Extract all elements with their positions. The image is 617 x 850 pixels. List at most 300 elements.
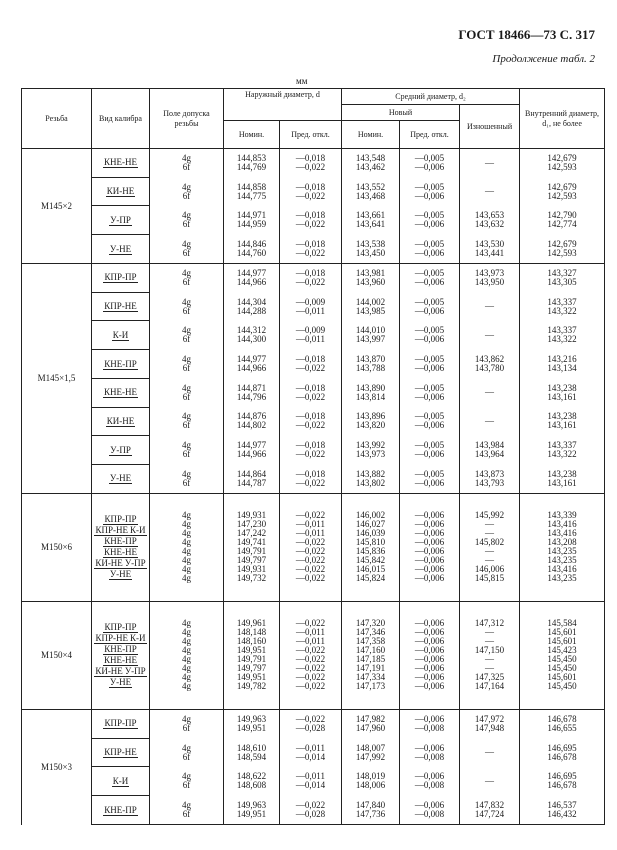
tolerance-field-value: 6f	[182, 162, 191, 173]
table-body	[22, 149, 605, 825]
outer-nominal-value: 144,959	[236, 219, 267, 230]
inner-diameter-value: 142,593	[547, 247, 577, 258]
mean-nominal-value: 143,802	[355, 477, 386, 488]
tolerance-field-value: 4g	[182, 468, 191, 479]
outer-deviation	[280, 738, 342, 767]
mean-deviation-value: —0,006	[414, 247, 445, 258]
worn-value-value: 147,325	[474, 672, 505, 683]
thread-designation: М150×6	[22, 493, 92, 601]
worn-value-value: —	[485, 636, 495, 647]
gauge-kind-value: У-ПР	[124, 666, 146, 677]
inner-diameter-value: 143,305	[547, 277, 577, 288]
mean-deviation	[400, 709, 460, 738]
worn-value-value: 143,632	[474, 219, 505, 230]
mean-nominal-value: 143,992	[355, 440, 386, 451]
worn-value-value: 146,006	[474, 564, 505, 575]
tolerance-field-value: 6f	[182, 219, 191, 230]
inner-diameter-value: 146,432	[547, 808, 577, 819]
tolerance-field-value: 4g	[182, 742, 191, 753]
tolerance-field-value: 6f	[182, 391, 191, 402]
outer-deviation-value: —0,018	[295, 468, 326, 479]
worn-value-value: 143,984	[474, 440, 505, 451]
mean-nominal	[342, 149, 400, 178]
worn-value-value: —	[485, 301, 495, 312]
gauge-kind-value: КИ-НЕ	[95, 666, 123, 677]
inner-diameter-value: 143,322	[547, 305, 577, 316]
outer-deviation-value: —0,022	[295, 162, 326, 173]
mean-deviation	[400, 177, 460, 206]
inner-diameter-value: 143,337	[547, 325, 577, 336]
mean-nominal	[342, 292, 400, 321]
mean-nominal-value: 143,538	[355, 238, 386, 249]
outer-deviation-value: —0,022	[295, 449, 326, 460]
outer-deviation	[280, 601, 342, 709]
mean-deviation-value: —0,005	[414, 468, 445, 479]
inner-diameter-value: 143,337	[547, 440, 577, 451]
tolerance-field-value: 4g	[182, 210, 191, 221]
mean-deviation-value: —0,005	[414, 440, 445, 451]
worn-value	[460, 767, 520, 796]
worn-value-value: 147,724	[474, 808, 505, 819]
col-mean-nominal: Номин.	[342, 121, 400, 149]
outer-nominal-value: 144,853	[236, 153, 267, 164]
mean-deviation	[400, 292, 460, 321]
outer-deviation-value: —0,011	[296, 528, 325, 539]
inner-diameter-value: 143,416	[547, 519, 577, 530]
mean-deviation-value: —0,006	[414, 305, 445, 316]
mean-nominal-value: 147,191	[355, 663, 386, 674]
inner-diameter	[520, 235, 605, 264]
outer-deviation-value: —0,018	[295, 238, 326, 249]
worn-value-value: 143,964	[474, 449, 505, 460]
tolerance-field-value: 6f	[182, 420, 191, 431]
gauge-kind	[92, 149, 150, 178]
thread-designation: М150×3	[22, 709, 92, 824]
outer-nominal	[224, 177, 280, 206]
col-gauge-kind: Вид калибра	[92, 89, 150, 149]
mean-deviation-value: —0,006	[414, 162, 445, 173]
mean-deviation	[400, 407, 460, 436]
mean-nominal-value: 147,736	[355, 808, 386, 819]
worn-value-value: 143,441	[474, 247, 505, 258]
table-row	[22, 493, 605, 601]
tolerance-field-value: 4g	[182, 555, 191, 566]
outer-deviation-value: —0,011	[296, 627, 325, 638]
outer-nominal	[224, 601, 280, 709]
tolerance-field-value: 6f	[182, 277, 191, 288]
tolerance-field-value: 4g	[182, 645, 191, 656]
worn-value	[460, 235, 520, 264]
inner-diameter	[520, 263, 605, 292]
table-row	[22, 709, 605, 738]
gauge-kind	[92, 738, 150, 767]
tolerance-field-value: 4g	[182, 573, 191, 584]
gauge-kind-value: КНЕ-НЕ	[104, 655, 137, 666]
outer-deviation-value: —0,018	[295, 440, 326, 451]
outer-deviation-value: —0,011	[296, 742, 325, 753]
outer-deviation	[280, 407, 342, 436]
outer-deviation	[280, 709, 342, 738]
outer-nominal-value: 144,966	[236, 363, 267, 373]
outer-deviation-value: —0,018	[295, 354, 326, 364]
outer-deviation	[280, 177, 342, 206]
outer-nominal-value: 144,760	[236, 247, 267, 258]
inner-diameter-value: 143,161	[547, 391, 577, 402]
outer-deviation	[280, 436, 342, 465]
page-header-title: ГОСТ 18466—73 С. 317	[458, 27, 595, 42]
table-row	[22, 263, 605, 292]
mean-deviation-value: —0,006	[414, 528, 445, 539]
mean-nominal-value: 143,973	[355, 449, 386, 460]
gauge-kind-label: КПР-ПР	[104, 718, 137, 729]
mean-nominal-value: 147,358	[355, 636, 386, 647]
mean-nominal-value: 145,824	[355, 573, 386, 584]
inner-diameter-value: 145,423	[547, 645, 577, 656]
mean-deviation-value: —0,006	[414, 190, 445, 201]
mean-deviation	[400, 465, 460, 494]
outer-nominal	[224, 149, 280, 178]
worn-value-value: 143,793	[474, 477, 505, 488]
mean-nominal-value: 143,997	[355, 334, 386, 345]
mean-nominal-value: 146,015	[355, 564, 386, 575]
worn-value-value: —	[485, 387, 495, 398]
gauge-kind	[92, 407, 150, 436]
outer-nominal-value: 144,300	[236, 334, 267, 345]
gauge-kind-value: К-И	[130, 633, 146, 644]
outer-nominal-value: 149,791	[236, 546, 267, 557]
outer-nominal-value: 144,871	[236, 382, 267, 393]
outer-deviation	[280, 206, 342, 235]
mean-nominal-value: 147,960	[355, 723, 386, 734]
outer-nominal-value: 149,951	[236, 723, 267, 734]
table-row	[22, 796, 605, 825]
outer-deviation-value: —0,022	[295, 190, 326, 201]
inner-diameter-value: 145,601	[547, 672, 577, 683]
gauge-kind	[92, 493, 150, 601]
worn-value	[460, 709, 520, 738]
inner-diameter-value: 142,679	[547, 238, 577, 249]
worn-value	[460, 149, 520, 178]
tolerance-field	[150, 601, 224, 709]
worn-value-value: 147,832	[474, 799, 505, 810]
col-thread: Резьба	[22, 89, 92, 149]
mean-nominal	[342, 767, 400, 796]
outer-deviation	[280, 796, 342, 825]
inner-diameter-value: 143,134	[547, 363, 577, 373]
inner-diameter-value: 143,322	[547, 334, 577, 345]
inner-diameter-value: 143,161	[547, 420, 577, 431]
mean-nominal-value: 146,039	[355, 528, 386, 539]
mean-nominal	[342, 601, 400, 709]
inner-diameter-value: 142,593	[547, 162, 577, 173]
outer-nominal-value: 149,961	[236, 618, 267, 629]
outer-nominal-value: 144,312	[236, 325, 267, 336]
outer-deviation-value: —0,028	[295, 808, 326, 819]
thread-gauge-table	[21, 88, 605, 825]
tolerance-field-value: 6f	[182, 477, 191, 488]
outer-deviation	[280, 465, 342, 494]
worn-value-value: —	[485, 519, 495, 530]
outer-deviation	[280, 493, 342, 601]
mean-nominal-value: 143,468	[355, 190, 386, 201]
inner-diameter	[520, 149, 605, 178]
outer-nominal-value: 149,791	[236, 654, 267, 665]
inner-diameter	[520, 493, 605, 601]
worn-value	[460, 321, 520, 350]
worn-value-value: 143,780	[474, 363, 505, 373]
mean-deviation-value: —0,006	[414, 618, 445, 629]
outer-nominal-value: 148,148	[236, 627, 267, 638]
gauge-kind-label: КНЕ-НЕ	[104, 387, 137, 398]
tolerance-field-value: 4g	[182, 325, 191, 336]
mean-deviation-value: —0,005	[414, 411, 445, 422]
tolerance-field-value: 6f	[182, 808, 191, 819]
mean-deviation-value: —0,006	[414, 363, 445, 373]
mean-deviation-value: —0,006	[414, 771, 445, 782]
outer-nominal-value: 144,966	[236, 277, 267, 288]
mean-nominal-value: 143,814	[355, 391, 386, 402]
worn-value	[460, 738, 520, 767]
mean-nominal-value: 147,346	[355, 627, 386, 638]
tolerance-field-value: 6f	[182, 780, 191, 791]
outer-deviation-value: —0,028	[295, 723, 326, 734]
mean-nominal-value: 147,982	[355, 714, 386, 725]
gauge-kind	[92, 465, 150, 494]
mean-deviation-value: —0,006	[414, 663, 445, 674]
outer-deviation-value: —0,018	[295, 210, 326, 221]
tolerance-field-value: 4g	[182, 238, 191, 249]
worn-value-value: 143,873	[474, 468, 505, 479]
col-tolerance: Поле допуска резьбы	[150, 89, 224, 149]
worn-value	[460, 796, 520, 825]
tolerance-field-value: 4g	[182, 618, 191, 629]
inner-diameter	[520, 350, 605, 379]
mean-nominal-value: 147,160	[355, 645, 386, 656]
mean-nominal-value: 147,840	[355, 799, 386, 810]
mean-nominal	[342, 263, 400, 292]
inner-diameter-value: 142,679	[547, 181, 577, 192]
mean-deviation-value: —0,008	[414, 723, 445, 734]
outer-nominal	[224, 206, 280, 235]
worn-value-value: —	[485, 546, 495, 557]
tolerance-field	[150, 767, 224, 796]
tolerance-field	[150, 378, 224, 407]
mean-deviation-value: —0,006	[414, 219, 445, 230]
outer-nominal	[224, 767, 280, 796]
unit-label: мм	[296, 76, 308, 86]
outer-nominal	[224, 436, 280, 465]
worn-value-value: —	[485, 186, 495, 197]
worn-value-value: —	[485, 627, 495, 638]
outer-deviation-value: —0,022	[295, 714, 326, 725]
inner-diameter-value: 142,679	[547, 153, 577, 164]
inner-diameter	[520, 796, 605, 825]
gauge-kind-label: КНЕ-НЕ	[104, 157, 137, 168]
mean-nominal-value: 146,027	[355, 519, 386, 530]
inner-diameter-value: 143,337	[547, 296, 577, 307]
outer-deviation-value: —0,022	[295, 663, 326, 674]
mean-deviation-value: —0,005	[414, 268, 445, 279]
table-row	[22, 465, 605, 494]
outer-deviation-value: —0,022	[295, 654, 326, 665]
mean-nominal	[342, 206, 400, 235]
gauge-kind-value: КПР-НЕ	[95, 525, 128, 536]
tolerance-field-value: 4g	[182, 268, 191, 279]
gauge-kind-label: У-ПР	[110, 214, 131, 225]
worn-value-value: 143,653	[474, 210, 505, 221]
outer-deviation-value: —0,022	[295, 555, 326, 566]
table-row	[22, 407, 605, 436]
mean-nominal-value: 144,010	[355, 325, 386, 336]
table-row	[22, 235, 605, 264]
inner-diameter	[520, 601, 605, 709]
tolerance-field-value: 4g	[182, 672, 191, 683]
outer-deviation	[280, 378, 342, 407]
mean-nominal-value: 148,006	[355, 780, 386, 791]
gauge-kind	[92, 321, 150, 350]
inner-diameter-value: 142,774	[547, 219, 577, 230]
outer-deviation-value: —0,022	[295, 277, 326, 288]
inner-diameter-value: 145,450	[547, 663, 577, 674]
inner-diameter	[520, 436, 605, 465]
tolerance-field-value: 4g	[182, 546, 191, 557]
gauge-kind-label: У-ПР	[110, 444, 131, 455]
outer-deviation	[280, 149, 342, 178]
outer-nominal-value: 144,769	[236, 162, 267, 173]
outer-nominal-value: 144,802	[236, 420, 267, 431]
gauge-kind-label: У-НЕ	[109, 243, 132, 254]
outer-deviation-value: —0,022	[295, 391, 326, 402]
gauge-kind-value: КПР-НЕ	[95, 633, 128, 644]
worn-value-value: 143,530	[474, 238, 505, 249]
gauge-kind	[92, 796, 150, 825]
outer-deviation-value: —0,022	[295, 363, 326, 373]
mean-nominal-value: 143,641	[355, 219, 386, 230]
outer-nominal-value: 149,931	[236, 564, 267, 575]
worn-value-value: —	[485, 663, 495, 674]
mean-nominal-value: 143,882	[355, 468, 386, 479]
mean-nominal	[342, 321, 400, 350]
tolerance-field-value: 4g	[182, 528, 191, 539]
mean-deviation-value: —0,006	[414, 627, 445, 638]
inner-diameter-value: 142,790	[547, 210, 577, 221]
mean-deviation	[400, 235, 460, 264]
tolerance-field-value: 4g	[182, 537, 191, 548]
worn-value-value: —	[485, 415, 495, 426]
mean-deviation-value: —0,008	[414, 808, 445, 819]
gauge-kind	[92, 601, 150, 709]
outer-nominal-value: 149,797	[236, 663, 267, 674]
tolerance-field	[150, 796, 224, 825]
gauge-kind-value: КНЕ-ПР	[104, 536, 137, 547]
outer-deviation-value: —0,011	[296, 334, 325, 345]
tolerance-field-value: 4g	[182, 519, 191, 530]
inner-diameter	[520, 177, 605, 206]
mean-nominal-value: 143,960	[355, 277, 386, 288]
tolerance-field-value: 6f	[182, 247, 191, 258]
gauge-kind-value: У-НЕ	[109, 677, 132, 688]
mean-nominal-value: 148,019	[355, 771, 386, 782]
gauge-kind	[92, 235, 150, 264]
gauge-kind-value: КПР-ПР	[104, 514, 137, 525]
outer-deviation-value: —0,022	[295, 546, 326, 557]
mean-nominal	[342, 738, 400, 767]
mean-deviation-value: —0,006	[414, 449, 445, 460]
gauge-kind-label: КНЕ-ПР	[104, 804, 137, 815]
tolerance-field-value: 4g	[182, 181, 191, 192]
thread-designation: М145×1,5	[22, 263, 92, 493]
worn-value-value: 145,802	[474, 537, 505, 548]
worn-value-value: 147,312	[474, 618, 505, 629]
table-row	[22, 206, 605, 235]
mean-deviation-value: —0,006	[414, 510, 445, 521]
gauge-kind	[92, 177, 150, 206]
tolerance-field-value: 4g	[182, 411, 191, 422]
gauge-kind	[92, 709, 150, 738]
table-row	[22, 177, 605, 206]
worn-value	[460, 436, 520, 465]
tolerance-field-value: 4g	[182, 564, 191, 575]
worn-value	[460, 407, 520, 436]
tolerance-field-value: 4g	[182, 296, 191, 307]
tolerance-field-value: 4g	[182, 510, 191, 521]
gauge-kind-value: КИ-НЕ	[95, 558, 123, 569]
inner-diameter	[520, 407, 605, 436]
gauge-kind-value: К-И	[130, 525, 146, 536]
gauge-kind-label: КПР-НЕ	[104, 301, 137, 312]
inner-diameter-value: 145,450	[547, 681, 577, 692]
outer-nominal	[224, 321, 280, 350]
mean-deviation-value: —0,006	[414, 742, 445, 753]
mean-deviation-value: —0,005	[414, 296, 445, 307]
outer-deviation	[280, 235, 342, 264]
mean-deviation-value: —0,005	[414, 382, 445, 393]
inner-diameter-value: 146,655	[547, 723, 577, 734]
gauge-kind-label: К-И	[112, 329, 129, 340]
worn-value	[460, 465, 520, 494]
col-mean-deviation: Пред. откл.	[400, 121, 460, 149]
gauge-kind-value: КПР-ПР	[104, 622, 137, 633]
tolerance-field-value: 4g	[182, 153, 191, 164]
worn-value	[460, 350, 520, 379]
outer-deviation-value: —0,022	[295, 618, 326, 629]
tolerance-field-value: 4g	[182, 354, 191, 364]
tolerance-field-value: 4g	[182, 440, 191, 451]
outer-nominal-value: 149,951	[236, 645, 267, 656]
outer-nominal-value: 149,963	[236, 799, 267, 810]
outer-deviation	[280, 350, 342, 379]
worn-value-value: 147,948	[474, 723, 505, 734]
mean-deviation-value: —0,006	[414, 681, 445, 692]
mean-nominal	[342, 796, 400, 825]
gauge-kind-value: У-НЕ	[109, 569, 132, 580]
worn-value-value: —	[485, 555, 495, 566]
outer-deviation-value: —0,011	[296, 305, 325, 316]
col-outer-nominal: Номин.	[224, 121, 280, 149]
inner-diameter-value: 146,695	[547, 742, 577, 753]
worn-value	[460, 493, 520, 601]
mean-deviation	[400, 436, 460, 465]
outer-nominal	[224, 738, 280, 767]
table-row	[22, 350, 605, 379]
outer-deviation-value: —0,022	[295, 477, 326, 488]
mean-nominal	[342, 465, 400, 494]
outer-nominal	[224, 292, 280, 321]
mean-deviation	[400, 378, 460, 407]
worn-value-value: 147,972	[474, 714, 505, 725]
outer-nominal	[224, 709, 280, 738]
mean-deviation-value: —0,005	[414, 325, 445, 336]
